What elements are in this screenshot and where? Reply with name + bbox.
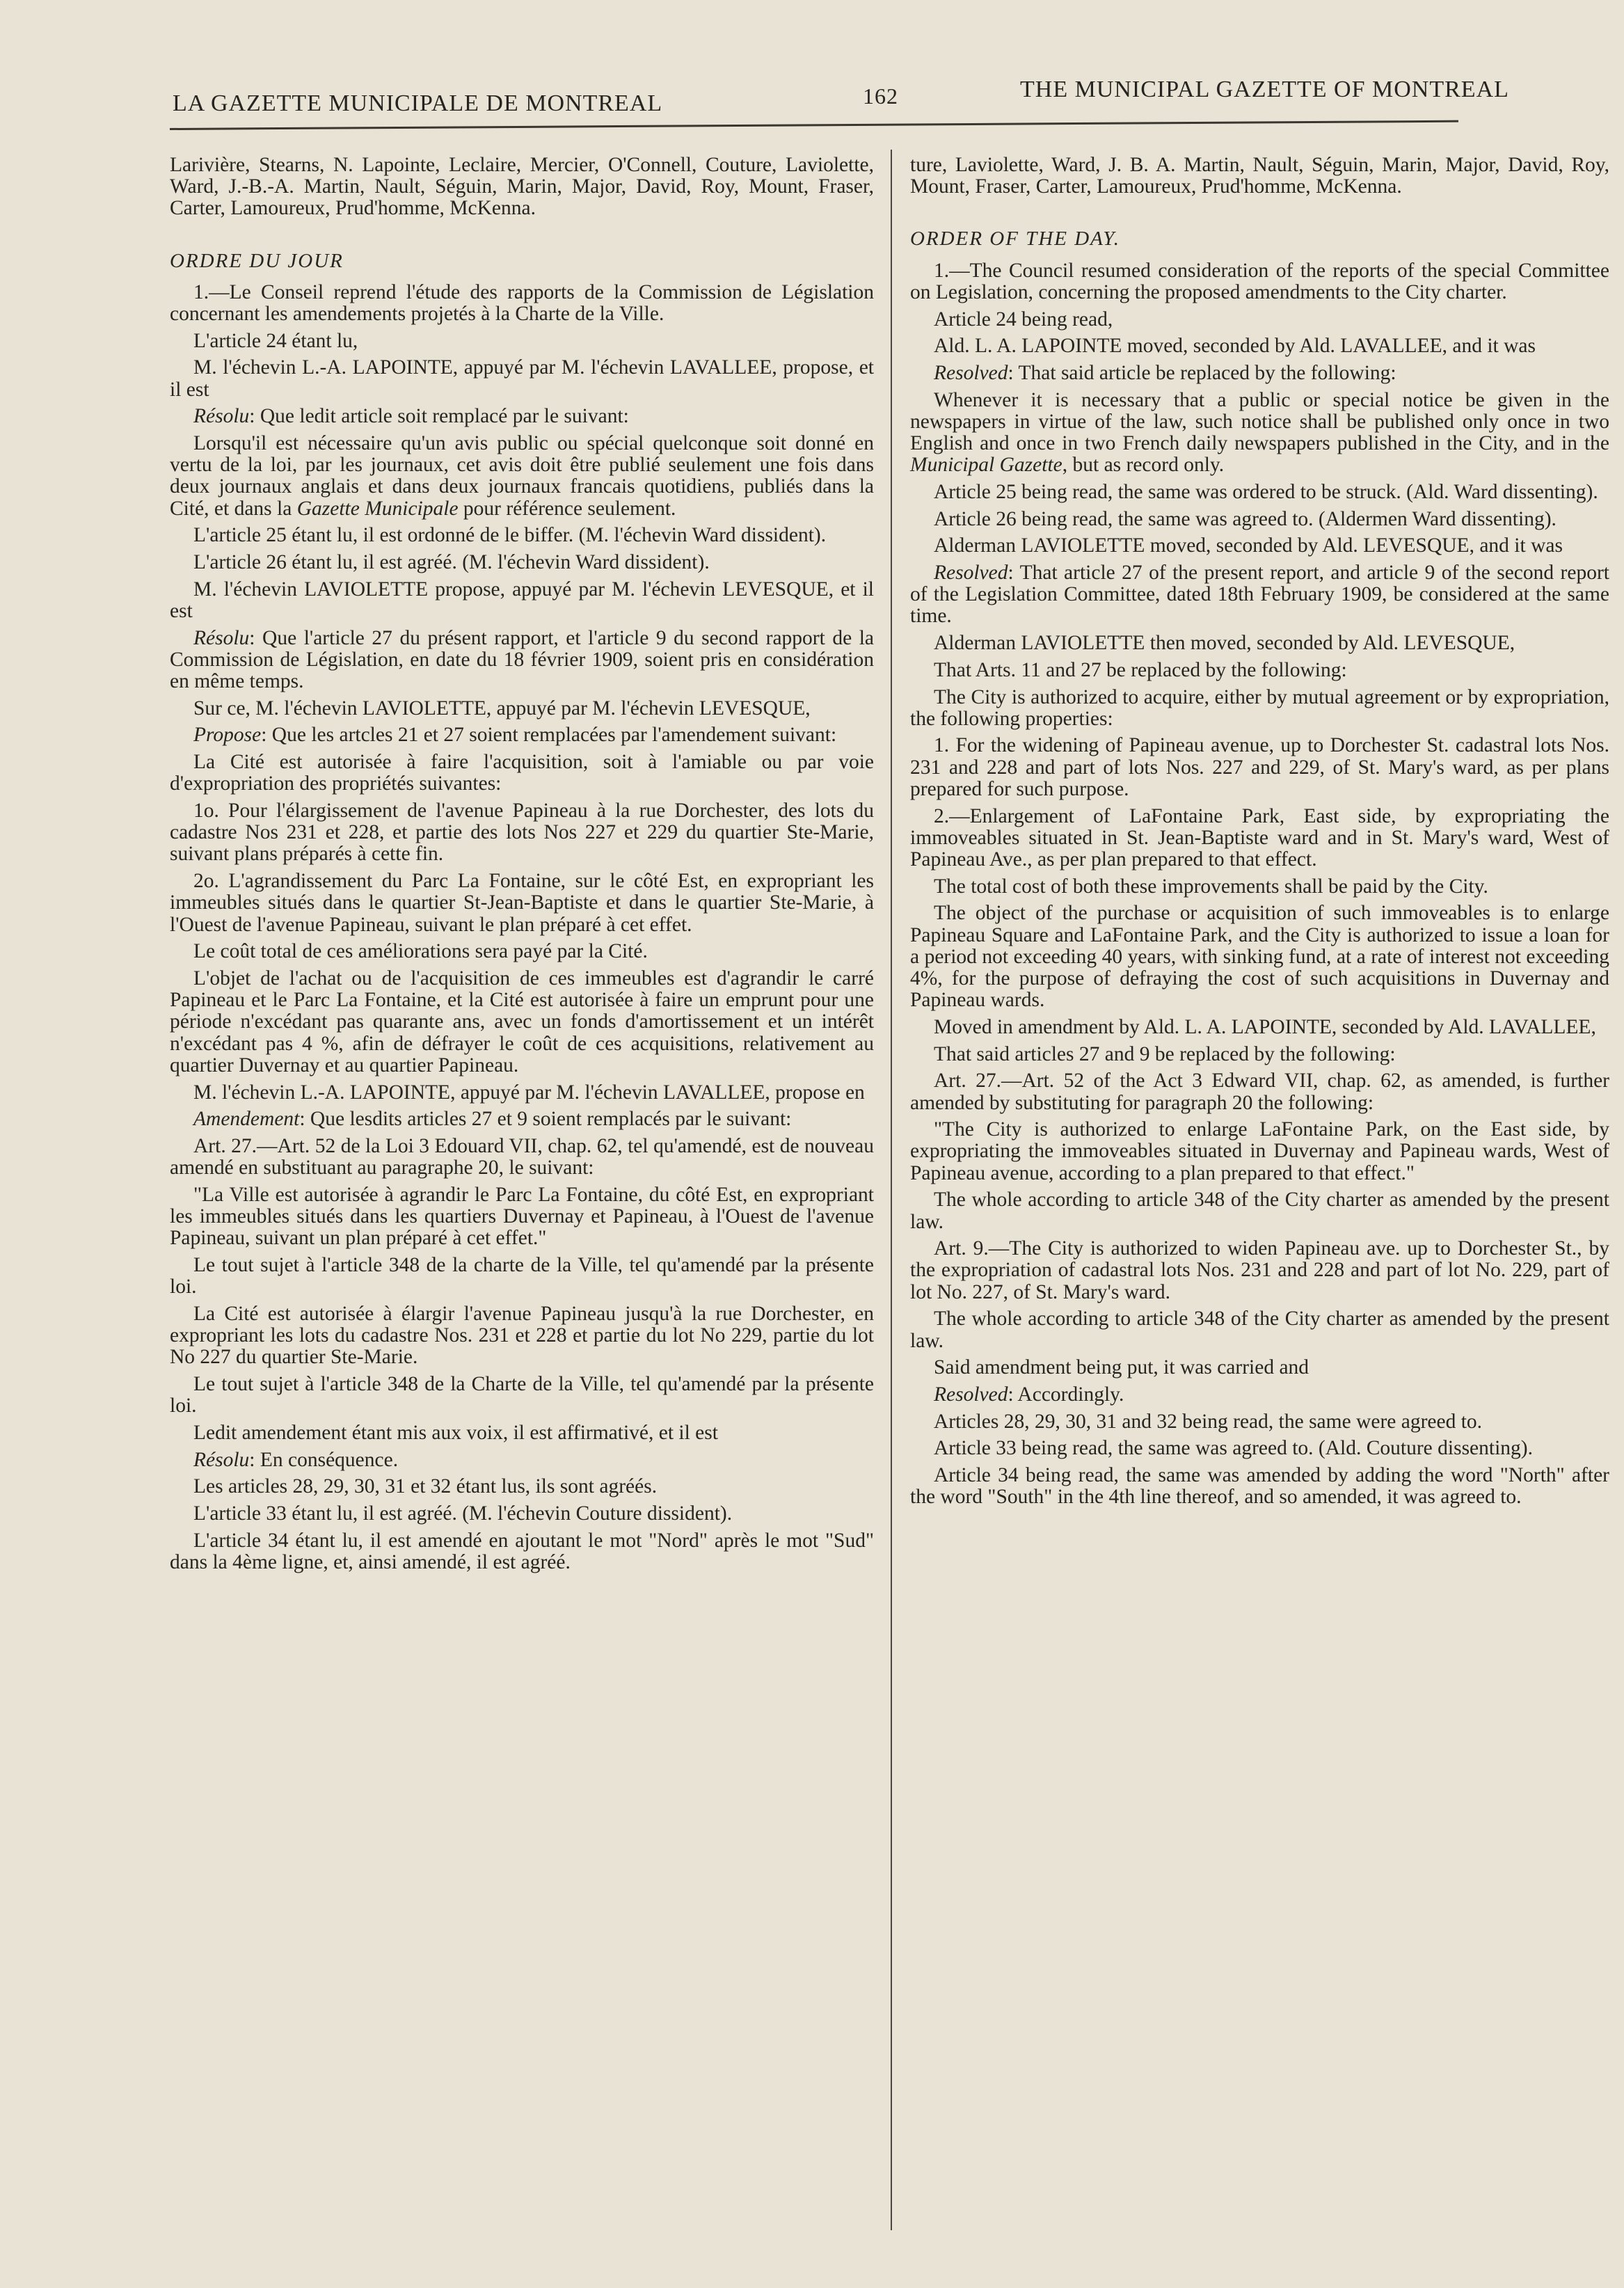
paragraph: Le coût total de ces améliorations sera payé par la Cité. <box>193 940 648 963</box>
resolution-text: : Que l'article 27 du présent rapport, et l'article 9 du second rapport de la Commission de Législation, en date du 18 février 1909, soient pris en considération en même temps. <box>170 626 874 693</box>
paragraph: Article 34 being read, the same was amended by adding the word "North" after the word "South" in the 4th line thereof, and so amended, it was agreed to. <box>910 1464 1609 1509</box>
resolution-label: Resolved <box>934 1383 1008 1406</box>
paragraph: The total cost of both these improvements shall be paid by the City. <box>934 875 1488 898</box>
text-run: Whenever it is necessary that a public or special notice be given in the newspapers in virtue of the law, such notice shall be published only once in two English and once in two French daily newspapers published in the City, and in the <box>910 388 1609 455</box>
paragraph: That Arts. 11 and 27 be replaced by the following: <box>934 658 1347 681</box>
text-run: pour référence seulement. <box>458 497 676 520</box>
paragraph: L'article 34 étant lu, il est amendé en ajoutant le mot "Nord" après le mot "Sud" dans la 4ème ligne, et, ainsi amendé, il est agréé. <box>170 1529 874 1573</box>
french-column <box>170 154 874 1579</box>
text-run: Lorsqu'il est nécessaire qu'un avis public ou spécial quelconque soit donné en vertu de la loi, par les journaux, cet avis doit être publié seulement une fois dans deux journaux anglais et dans deux journaux francais quotidiens, publiés dans la Cité, et dans la <box>170 432 874 520</box>
paragraph: Le tout sujet à l'article 348 de la charte de la Ville, tel qu'amendé par la présente loi. <box>170 1253 874 1298</box>
paragraph: Ledit amendement étant mis aux voix, il est affirmativé, et il est <box>193 1421 718 1444</box>
paragraph: Said amendment being put, it was carried and <box>934 1356 1309 1379</box>
paragraph: ture, Laviolette, Ward, J. B. A. Martin, Nault, Séguin, Marin, Major, David, Roy, Mount, Fraser, Carter, Lamoureux, Prud'homme, McKenna. <box>910 154 1609 198</box>
paragraph: La Cité est autorisée à faire l'acquisition, soit à l'amiable ou par voie d'expropriation des propriétés suivantes: <box>170 751 874 795</box>
publication-name: Gazette Municipale <box>296 497 459 520</box>
paragraph: The whole according to article 348 of the City charter as amended by the present law. <box>910 1308 1609 1352</box>
paragraph <box>170 724 874 746</box>
section-heading: ORDRE DU JOUR <box>170 249 344 272</box>
resolution-label: Resolved <box>934 562 1008 585</box>
paragraph: Les articles 28, 29, 30, 31 et 32 étant lus, ils sont agréés. <box>193 1475 658 1498</box>
paragraph: The whole according to article 348 of the City charter as amended by the present law. <box>910 1189 1609 1233</box>
paragraph: L'objet de l'achat ou de l'acquisition de ces immeubles est d'agrandir le carré Papineau et le Parc La Fontaine, et la Cité est autorisée à faire un emprunt pour une période n'excédant pas quarante ans, avec un fonds d'amortissement et un intérêt n'excédant pas 4 %, afin de défrayer le coût de ces acquisitions, relativement au quartier Duvernay et au quartier Papineau. <box>170 967 874 1077</box>
paragraph: 1.—Le Conseil reprend l'étude des rapports de la Commission de Législation concernant les amendements projetés à la Charte de la Ville. <box>170 280 874 326</box>
paragraph: 1o. Pour l'élargissement de l'avenue Papineau à la rue Dorchester, des lots du cadastre Nos 231 et 228, et partie des lots Nos 227 et 229 du quartier Ste-Marie, suivant plans préparés à cette fin. <box>170 800 874 866</box>
paragraph: 1. For the widening of Papineau avenue, up to Dorchester St. cadastral lots Nos. 231 and 228 and part of lots Nos. 227 and 229, of St. Mary's ward, as per plans prepared for such purpose. <box>910 734 1609 800</box>
header-french-title: LA GAZETTE MUNICIPALE DE MONTREAL <box>173 90 663 116</box>
resolution-text: : That article 27 of the present report, and article 9 of the second report of the Legislation Committee, dated 18th February 1909, be considered at the same time. <box>910 562 1609 628</box>
resolution-label: Résolu <box>193 626 250 649</box>
resolution-text: : That said article be replaced by the following: <box>1008 361 1396 384</box>
text-run: , but as record only. <box>1062 454 1225 477</box>
paragraph <box>170 406 874 427</box>
paragraph <box>910 562 1609 628</box>
paragraph: Articles 28, 29, 30, 31 and 32 being read, the same were agreed to. <box>934 1410 1483 1433</box>
paragraph: La Cité est autorisée à élargir l'avenue Papineau jusqu'à la rue Dorchester, en expropriant les lots du cadastre Nos. 231 et 228 et partie du lot No 229, partie du lot No 227 du quartier Ste-Marie. <box>170 1302 874 1369</box>
paragraph: Article 33 being read, the same was agreed to. (Ald. Couture dissenting). <box>934 1437 1533 1460</box>
section-heading: ORDER OF THE DAY. <box>910 228 1120 251</box>
paragraph: "The City is authorized to enlarge LaFontaine Park, on the East side, by expropriating the immoveables situated in Duvernay and Papineau wards, West of Papineau avenue, according to a plan prepared to that effect." <box>910 1118 1609 1184</box>
paragraph <box>910 390 1609 477</box>
paragraph: Article 24 being read, <box>934 308 1113 331</box>
amendment-text: : Que lesdits articles 27 et 9 soient remplacés par le suivant: <box>299 1108 792 1131</box>
paragraph: M. l'échevin L.-A. LAPOINTE, appuyé par M. l'échevin LAVALLEE, propose en <box>193 1081 865 1104</box>
amendment-label: Amendement <box>193 1108 300 1131</box>
resolution-text: : En conséquence. <box>249 1448 399 1471</box>
paragraph: L'article 25 étant lu, il est ordonné de le biffer. (M. l'échevin Ward dissident). <box>193 524 827 547</box>
paragraph: The object of the purchase or acquisition of such immoveables is to enlarge Papineau Square and LaFontaine Park, and the City is authorized to issue a loan for a period not exceeding 40 years, with sinking fund, at a rate of interest not exceeding 4%, for the purpose of defraying the cost of such acquisitions in Duvernay and Papineau wards. <box>910 902 1609 1012</box>
resolution-text: : Que ledit article soit remplacé par le suivant: <box>249 405 629 428</box>
paragraph <box>170 433 874 520</box>
paragraph: L'article 24 étant lu, <box>193 329 358 352</box>
resolution-label: Resolved <box>934 361 1008 384</box>
paragraph: Ald. L. A. LAPOINTE moved, seconded by Ald. LAVALLEE, and it was <box>934 335 1536 358</box>
paragraph: "La Ville est autorisée à agrandir le Parc La Fontaine, du côté Est, en expropriant les immeubles situés dans les quartiers Duvernay et Papineau, à l'Ouest de l'avenue Papineau, suivant un plan préparé à cet effet." <box>170 1183 874 1250</box>
paragraph: 2o. L'agrandissement du Parc La Fontaine, sur le côté Est, en expropriant les immeubles situés dans le quartier St-Jean-Baptiste et dans le quartier Ste-Marie, à l'Ouest de l'avenue Papineau, suivant le plan préparé à cet effet. <box>170 870 874 936</box>
paragraph: Article 26 being read, the same was agreed to. (Aldermen Ward dissenting). <box>934 507 1557 530</box>
paragraph: The City is authorized to acquire, either by mutual agreement or by expropriation, the following properties: <box>910 685 1609 730</box>
paragraph <box>170 1449 874 1471</box>
paragraph <box>910 1384 1609 1406</box>
paragraph: Sur ce, M. l'échevin LAVIOLETTE, appuyé par M. l'échevin LEVESQUE, <box>193 697 811 720</box>
paragraph <box>910 363 1609 384</box>
paragraph: Art. 27.—Art. 52 of the Act 3 Edward VII, chap. 62, as amended, is further amended by substituting for paragraph 20 the following: <box>910 1070 1609 1114</box>
paragraph: Alderman LAVIOLETTE then moved, seconded by Ald. LEVESQUE, <box>934 632 1515 655</box>
resolution-label: Résolu <box>193 405 250 428</box>
paragraph: L'article 26 étant lu, il est agréé. (M. l'échevin Ward dissident). <box>193 551 710 574</box>
paragraph: Alderman LAVIOLETTE moved, seconded by Ald. LEVESQUE, and it was <box>934 534 1563 557</box>
page-number: 162 <box>863 84 898 109</box>
paragraph <box>170 628 874 693</box>
resolution-label: Résolu <box>193 1448 250 1471</box>
paragraph: 1.—The Council resumed consideration of the reports of the special Committee on Legislation, concerning the proposed amendments to the City charter. <box>910 259 1609 303</box>
publication-name: Municipal Gazette <box>910 454 1062 477</box>
paragraph <box>170 1109 874 1130</box>
column-divider <box>891 150 892 2230</box>
resolution-text: : Accordingly. <box>1008 1383 1124 1406</box>
paragraph: Moved in amendment by Ald. L. A. LAPOINTE, seconded by Ald. LAVALLEE, <box>934 1015 1596 1038</box>
header-english-title: THE MUNICIPAL GAZETTE OF MONTREAL <box>1020 77 1509 102</box>
paragraph: Larivière, Stearns, N. Lapointe, Leclaire, Mercier, O'Connell, Couture, Laviolette, Ward, J.-B.-A. Martin, Nault, Séguin, Marin, Major, David, Roy, Mount, Fraser, Carter, Lamoureux, Prud'homme, McKenna. <box>170 154 874 220</box>
header-rule <box>170 120 1458 130</box>
paragraph: L'article 33 étant lu, il est agréé. (M. l'échevin Couture dissident). <box>193 1502 733 1525</box>
paragraph: M. l'échevin LAVIOLETTE propose, appuyé par M. l'échevin LEVESQUE, et il est <box>170 578 874 622</box>
motion-text: : Que les artcles 21 et 27 soient remplacées par l'amendement suivant: <box>261 724 837 747</box>
english-column <box>910 154 1609 1514</box>
paragraph: M. l'échevin L.-A. LAPOINTE, appuyé par M. l'échevin LAVALLEE, propose, et il est <box>170 356 874 401</box>
paragraph: 2.—Enlargement of LaFontaine Park, East side, by expropriating the immoveables situated in St. Jean-Baptiste ward and in St. Mary's ward, West of Papineau Ave., as per plan prepared to that effect. <box>910 804 1609 871</box>
paragraph: Le tout sujet à l'article 348 de la Charte de la Ville, tel qu'amendé par la présente loi. <box>170 1372 874 1417</box>
paragraph: Article 25 being read, the same was ordered to be struck. (Ald. Ward dissenting). <box>934 480 1598 503</box>
paragraph: Art. 27.—Art. 52 de la Loi 3 Edouard VII, chap. 62, tel qu'amendé, est de nouveau amendé en substituant au paragraphe 20, le suivant: <box>170 1134 874 1179</box>
motion-label: Propose <box>193 724 262 747</box>
paragraph: Art. 9.—The City is authorized to widen Papineau ave. up to Dorchester St., by the expropriation of cadastral lots Nos. 231 and 228 and part of lot No. 229, part of lot No. 227, of St. Mary's ward. <box>910 1237 1609 1303</box>
paragraph: That said articles 27 and 9 be replaced by the following: <box>934 1042 1396 1065</box>
